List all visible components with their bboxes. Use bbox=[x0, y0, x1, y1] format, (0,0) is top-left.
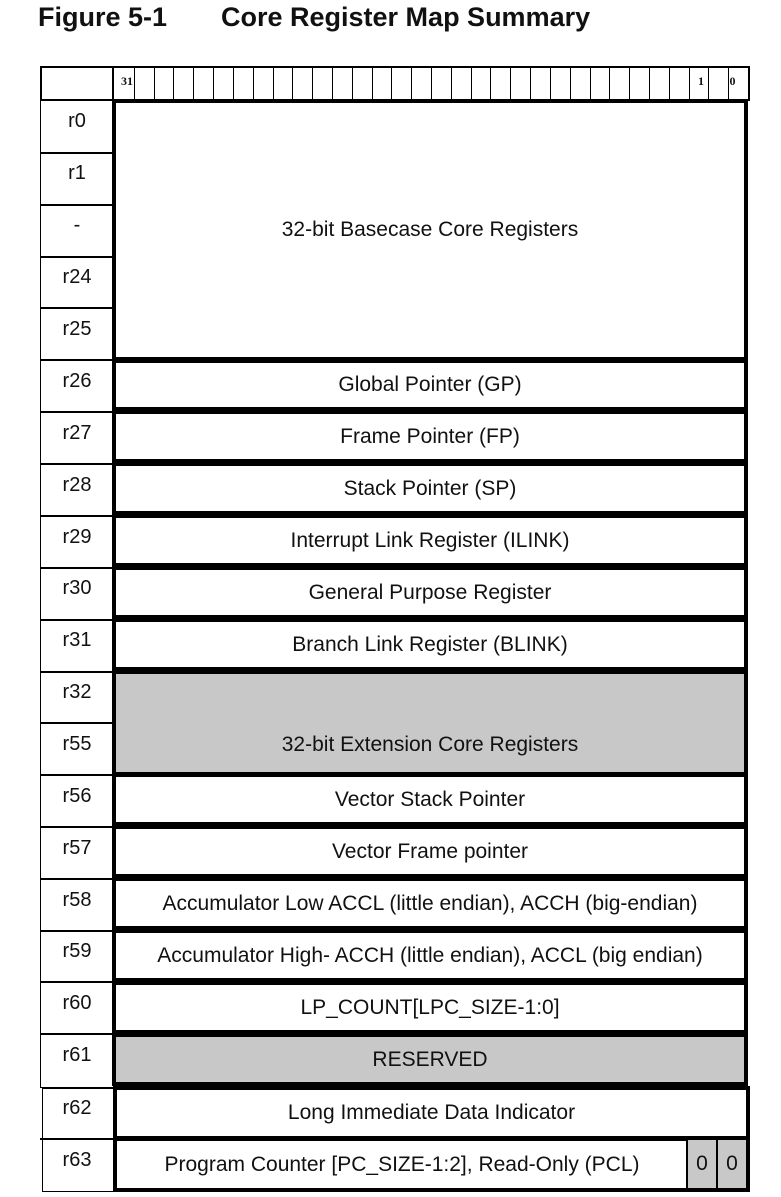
label-divider bbox=[40, 411, 114, 413]
bit-tick bbox=[372, 66, 373, 101]
label-divider bbox=[40, 722, 114, 724]
figure-title bbox=[38, 2, 590, 33]
bit-tick bbox=[530, 66, 531, 101]
bit-tick bbox=[233, 66, 234, 101]
loop-count-label: LP_COUNT[LPC_SIZE-1:0] bbox=[300, 995, 560, 1019]
bit-tick bbox=[193, 66, 194, 101]
figure-number: Figure 5-1 bbox=[38, 2, 168, 32]
branch-link-register bbox=[112, 618, 748, 671]
label-divider bbox=[40, 878, 114, 880]
bit-0-label: 0 bbox=[729, 74, 736, 88]
bit-number-header bbox=[40, 66, 750, 101]
accumulator-high-label: Accumulator High- ACCH (little endian), ACCL (big endian) bbox=[157, 943, 703, 967]
global-pointer-register bbox=[112, 359, 748, 411]
reg-label-r0: r0 bbox=[68, 110, 86, 132]
reg-label-r60: r60 bbox=[62, 992, 92, 1014]
reg-label-r63: r63 bbox=[62, 1149, 92, 1171]
branch-link-label: Branch Link Register (BLINK) bbox=[292, 632, 568, 656]
reg-label-r1: r1 bbox=[68, 162, 86, 184]
label-divider bbox=[40, 307, 114, 309]
vector-stack-pointer-register bbox=[112, 773, 748, 826]
label-divider bbox=[40, 359, 114, 361]
reg-label-r30: r30 bbox=[62, 577, 92, 599]
bit-tick bbox=[629, 66, 630, 101]
reg-label-r27: r27 bbox=[62, 422, 92, 444]
bit-tick bbox=[411, 66, 412, 101]
bit-tick bbox=[312, 66, 313, 101]
bit-tick bbox=[154, 66, 155, 101]
label-divider bbox=[40, 930, 114, 932]
reserved-label: RESERVED bbox=[372, 1047, 488, 1071]
label-divider bbox=[40, 1138, 114, 1140]
bit-tick bbox=[510, 66, 511, 101]
label-divider bbox=[40, 152, 114, 154]
bit-tick bbox=[332, 66, 333, 101]
bit-tick bbox=[550, 66, 551, 101]
bit-tick bbox=[471, 66, 472, 101]
reg-label-r56: r56 bbox=[62, 785, 92, 807]
pcl-bit-0-fixed-zero: 0 bbox=[716, 1140, 746, 1188]
long-immediate-indicator-register bbox=[113, 1086, 750, 1140]
program-counter-label: Program Counter [PC_SIZE-1:2], Read-Only (PCL) bbox=[164, 1152, 640, 1176]
bit-tick bbox=[590, 66, 591, 101]
accumulator-high-register bbox=[112, 929, 748, 982]
reg-label-r28: r28 bbox=[62, 474, 92, 496]
program-counter-register bbox=[113, 1137, 750, 1192]
reserved-register bbox=[112, 1033, 748, 1086]
bit-tick bbox=[273, 66, 274, 101]
label-divider bbox=[40, 981, 114, 983]
stack-pointer-register bbox=[112, 462, 748, 515]
bit-tick bbox=[609, 66, 610, 101]
extension-registers-block bbox=[112, 670, 748, 776]
bit-tick bbox=[253, 66, 254, 101]
bit-tick bbox=[352, 66, 353, 101]
label-divider bbox=[40, 204, 114, 206]
reg-label-r61: r61 bbox=[62, 1044, 92, 1066]
label-divider bbox=[40, 567, 114, 569]
reg-label-r26: r26 bbox=[62, 370, 92, 392]
stack-pointer-label: Stack Pointer (SP) bbox=[343, 476, 517, 500]
bit-tick bbox=[649, 66, 650, 101]
vector-frame-pointer-register bbox=[112, 825, 748, 878]
basecase-registers-label: 32-bit Basecase Core Registers bbox=[281, 218, 579, 241]
reg-label-r58: r58 bbox=[62, 889, 92, 911]
bit-header-corner bbox=[40, 66, 114, 101]
reg-label-r55: r55 bbox=[62, 733, 92, 755]
label-divider bbox=[40, 1033, 114, 1035]
global-pointer-label: Global Pointer (GP) bbox=[338, 373, 522, 396]
bit-31-label: 31 bbox=[121, 74, 133, 88]
reg-label-r62: r62 bbox=[62, 1097, 92, 1119]
bit-tick bbox=[669, 66, 670, 101]
general-purpose-label: General Purpose Register bbox=[308, 580, 552, 604]
vector-frame-pointer-label: Vector Frame pointer bbox=[331, 839, 529, 863]
bit-tick bbox=[292, 66, 293, 101]
bit-tick bbox=[431, 66, 432, 101]
reg-label-r24: r24 bbox=[62, 266, 92, 288]
label-divider bbox=[40, 463, 114, 465]
label-divider bbox=[40, 515, 114, 517]
bit-tick bbox=[173, 66, 174, 101]
reg-label-ellipsis: - bbox=[73, 214, 81, 236]
interrupt-link-label: Interrupt Link Register (ILINK) bbox=[290, 528, 570, 552]
pcl-bit-1-fixed-zero: 0 bbox=[686, 1140, 716, 1188]
label-divider bbox=[40, 256, 114, 258]
label-divider bbox=[40, 619, 114, 621]
label-divider bbox=[40, 774, 114, 776]
loop-count-register bbox=[112, 981, 748, 1034]
reg-label-r25: r25 bbox=[62, 318, 92, 340]
interrupt-link-register bbox=[112, 514, 748, 567]
label-divider bbox=[40, 671, 114, 673]
bit-1-label: 1 bbox=[698, 74, 704, 88]
vector-stack-pointer-label: Vector Stack Pointer bbox=[334, 787, 526, 811]
accumulator-low-register bbox=[112, 877, 748, 930]
reg-label-r59: r59 bbox=[62, 940, 92, 962]
frame-pointer-label: Frame Pointer (FP) bbox=[340, 424, 520, 448]
label-divider bbox=[40, 826, 114, 828]
general-purpose-register bbox=[112, 566, 748, 619]
frame-pointer-register bbox=[112, 410, 748, 463]
figure-caption: Core Register Map Summary bbox=[221, 2, 591, 32]
extension-registers-label: 32-bit Extension Core Registers bbox=[281, 733, 579, 756]
bit-tick bbox=[213, 66, 214, 101]
reg-label-r57: r57 bbox=[62, 837, 92, 859]
bit-tick bbox=[451, 66, 452, 101]
accumulator-low-label: Accumulator Low ACCL (little endian), ACCH (big-endian) bbox=[162, 891, 698, 915]
long-immediate-label: Long Immediate Data Indicator bbox=[287, 1101, 576, 1124]
bit-tick bbox=[570, 66, 571, 101]
reg-label-r31: r31 bbox=[62, 629, 92, 651]
reg-label-r32: r32 bbox=[62, 681, 92, 703]
bit-tick bbox=[490, 66, 491, 101]
reg-label-r29: r29 bbox=[62, 526, 92, 548]
basecase-registers-block bbox=[112, 99, 748, 361]
bit-tick bbox=[391, 66, 392, 101]
